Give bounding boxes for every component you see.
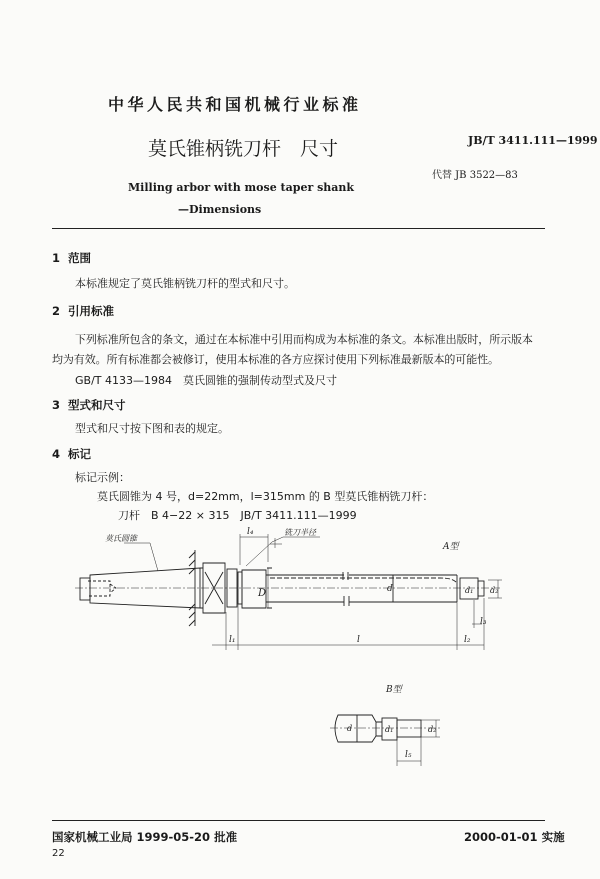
dim-l1: l₁ [229,635,236,645]
dim-l: l [357,635,360,645]
type-b-dim-d2: d₂ [428,725,437,734]
paragraph: 标记示例： [75,471,130,484]
morse-taper-label: 莫氏圆锥 [105,534,137,543]
marking-example: 刀杆 B 4−22 × 315 JB/T 3411.111—1999 [118,509,357,522]
document-title-en: Milling arbor with mose taper shank [128,181,354,194]
dim-l3: l₃ [480,617,487,627]
dim-l4: l₄ [247,527,254,537]
page-number: 22 [52,848,65,859]
implementation-date: 2000-01-01 实施 [464,830,565,844]
section-title: 范围 [68,251,91,265]
section-number: 3 [52,398,61,412]
type-b-dim-d1: d₁ [385,725,394,734]
standard-number: JB/T 3411.111—1999 [468,134,598,147]
dim-D: D [258,588,267,599]
type-b-dim-l5: l₅ [405,750,412,760]
replaces-standard: 代替 JB 3522—83 [432,170,518,181]
approval-info: 国家机械工业局 1999-05-20 批准 [52,830,238,844]
paragraph: 莫氏圆锥为 4 号，d=22mm，l=315mm 的 B 型莫氏锥柄铣刀杆： [97,490,434,503]
document-title-cn: 莫氏锥柄铣刀杆 尺寸 [148,138,339,160]
paragraph: 型式和尺寸按下图和表的规定。 [75,422,229,435]
cutter-radius-label: 铣刀半径 [284,528,316,537]
type-a-drawing [75,534,502,650]
section-title: 引用标准 [68,304,114,318]
section-number: 2 [52,304,61,318]
type-b-drawing [330,715,440,766]
type-b-label: B型 [386,685,402,695]
dim-d1: d₁ [465,586,474,595]
footer-divider [52,820,545,821]
type-a-label: A型 [443,542,459,552]
paragraph: 均为有效。所有标准都会被修订，使用本标准的各方应探讨使用下列标准最新版本的可能性。 [52,353,499,366]
section-number: 1 [52,251,61,265]
section-number: 4 [52,447,61,461]
type-b-dim-d: d [347,724,353,733]
section-title: 标记 [68,447,91,461]
dim-d: d [387,584,393,594]
section-title: 型式和尺寸 [68,398,126,412]
standard-category-header: 中华人民共和国机械行业标准 [108,95,362,114]
dim-l2: l₂ [464,635,471,645]
paragraph: 下列标准所包含的条文，通过在本标准中引用而构成为本标准的条文。本标准出版时，所示版本 [75,333,533,346]
dim-d2: d₂ [490,586,499,595]
document-subtitle-en: —Dimensions [178,203,262,216]
paragraph: 本标准规定了莫氏锥柄铣刀杆的型式和尺寸。 [75,277,295,290]
referenced-standard: GB/T 4133—1984 莫氏圆锥的强制传动型式及尺寸 [75,374,337,387]
